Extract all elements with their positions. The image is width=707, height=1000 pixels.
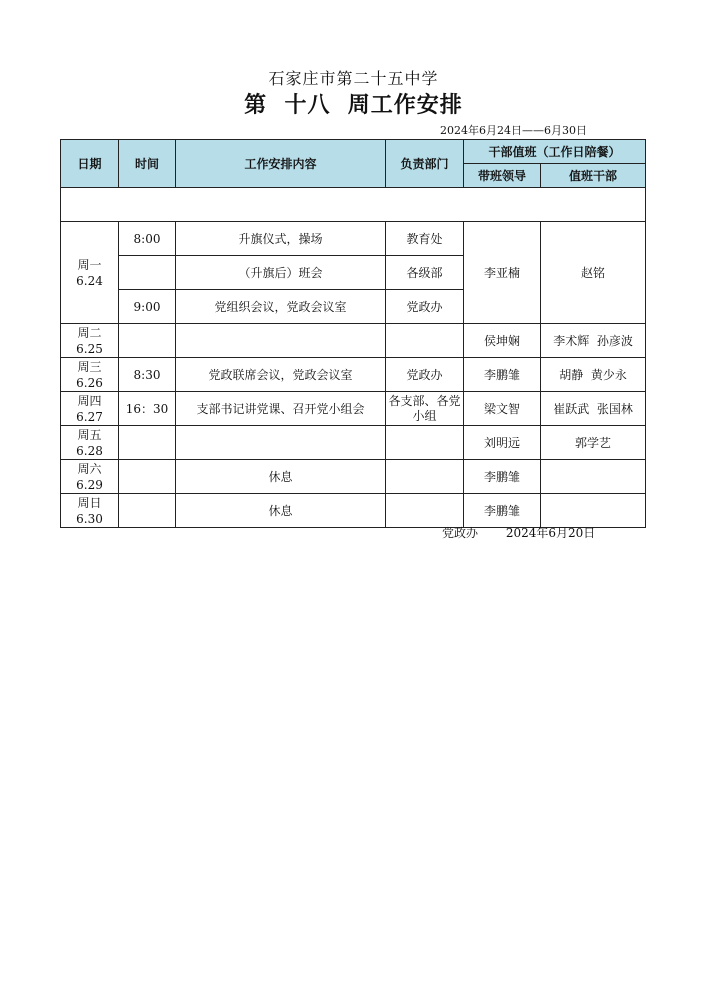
footer-issuer: 党政办: [442, 526, 479, 540]
page-title: 第 十八 周工作安排: [244, 93, 463, 118]
date-range: 2024年6月24日——6月30日: [440, 124, 587, 137]
leader-cell: 李亚楠: [464, 222, 541, 324]
day-cell: 周日 6.30: [61, 494, 119, 528]
cadre-cell: 崔跃武 张国林: [541, 392, 646, 426]
content-cell: [176, 426, 386, 460]
cadre-cell: 李术辉 孙彦波: [541, 324, 646, 358]
header-duty-group: 干部值班（工作日陪餐）: [464, 140, 646, 164]
header-time: 时间: [119, 140, 176, 188]
time-cell: 16：30: [119, 392, 176, 426]
day-cell: 周五 6.28: [61, 426, 119, 460]
content-cell: （升旗后）班会: [176, 256, 386, 290]
time-cell: [119, 460, 176, 494]
content-cell: 休息: [176, 494, 386, 528]
leader-cell: 梁文智: [464, 392, 541, 426]
table-row: [61, 324, 646, 358]
content-cell: 党组织会议，党政会议室: [176, 290, 386, 324]
cadre-cell: 郭学艺: [541, 426, 646, 460]
table-row: [61, 392, 646, 426]
footer: [442, 524, 595, 541]
header-cadre: 值班干部: [541, 164, 646, 188]
content-cell: [176, 324, 386, 358]
dept-cell: 教育处: [386, 222, 464, 256]
content-cell: 党政联席会议，党政会议室: [176, 358, 386, 392]
dept-cell: [386, 324, 464, 358]
leader-cell: 侯坤娴: [464, 324, 541, 358]
content-cell: 休息: [176, 460, 386, 494]
day-cell: 周三 6.26: [61, 358, 119, 392]
table-row: [61, 222, 646, 256]
day-cell: 周一 6.24: [61, 222, 119, 324]
table-row: [61, 426, 646, 460]
content-cell: 升旗仪式，操场: [176, 222, 386, 256]
time-cell: 8:30: [119, 358, 176, 392]
dept-cell: 党政办: [386, 290, 464, 324]
time-cell: [119, 324, 176, 358]
dept-cell: [386, 426, 464, 460]
schedule-table: [60, 139, 646, 528]
leader-cell: 李鹏雏: [464, 494, 541, 528]
header-leader: 带班领导: [464, 164, 541, 188]
header-content: 工作安排内容: [176, 140, 386, 188]
time-cell: 9:00: [119, 290, 176, 324]
time-cell: [119, 426, 176, 460]
content-cell: 支部书记讲党课、召开党小组会: [176, 392, 386, 426]
leader-cell: 刘明远: [464, 426, 541, 460]
dept-cell: [386, 460, 464, 494]
day-cell: 周六 6.29: [61, 460, 119, 494]
dept-cell: 各级部: [386, 256, 464, 290]
leader-cell: 李鹏雏: [464, 358, 541, 392]
leader-cell: 李鹏雏: [464, 460, 541, 494]
table-row: [61, 494, 646, 528]
table-row: [61, 460, 646, 494]
cadre-cell: [541, 494, 646, 528]
time-cell: [119, 494, 176, 528]
cadre-cell: 赵铭: [541, 222, 646, 324]
footer-date: 2024年6月20日: [505, 526, 596, 540]
time-cell: [119, 256, 176, 290]
header-date: 日期: [61, 140, 119, 188]
dept-cell: 党政办: [386, 358, 464, 392]
day-cell: 周二 6.25: [61, 324, 119, 358]
day-cell: 周四 6.27: [61, 392, 119, 426]
cadre-cell: [541, 460, 646, 494]
dept-cell: [386, 494, 464, 528]
table-row: [61, 358, 646, 392]
dept-cell: 各支部、各党小组: [386, 392, 464, 426]
header-dept: 负责部门: [386, 140, 464, 188]
time-cell: 8:00: [119, 222, 176, 256]
cadre-cell: 胡静 黄少永: [541, 358, 646, 392]
school-name: 石家庄市第二十五中学: [268, 69, 439, 88]
